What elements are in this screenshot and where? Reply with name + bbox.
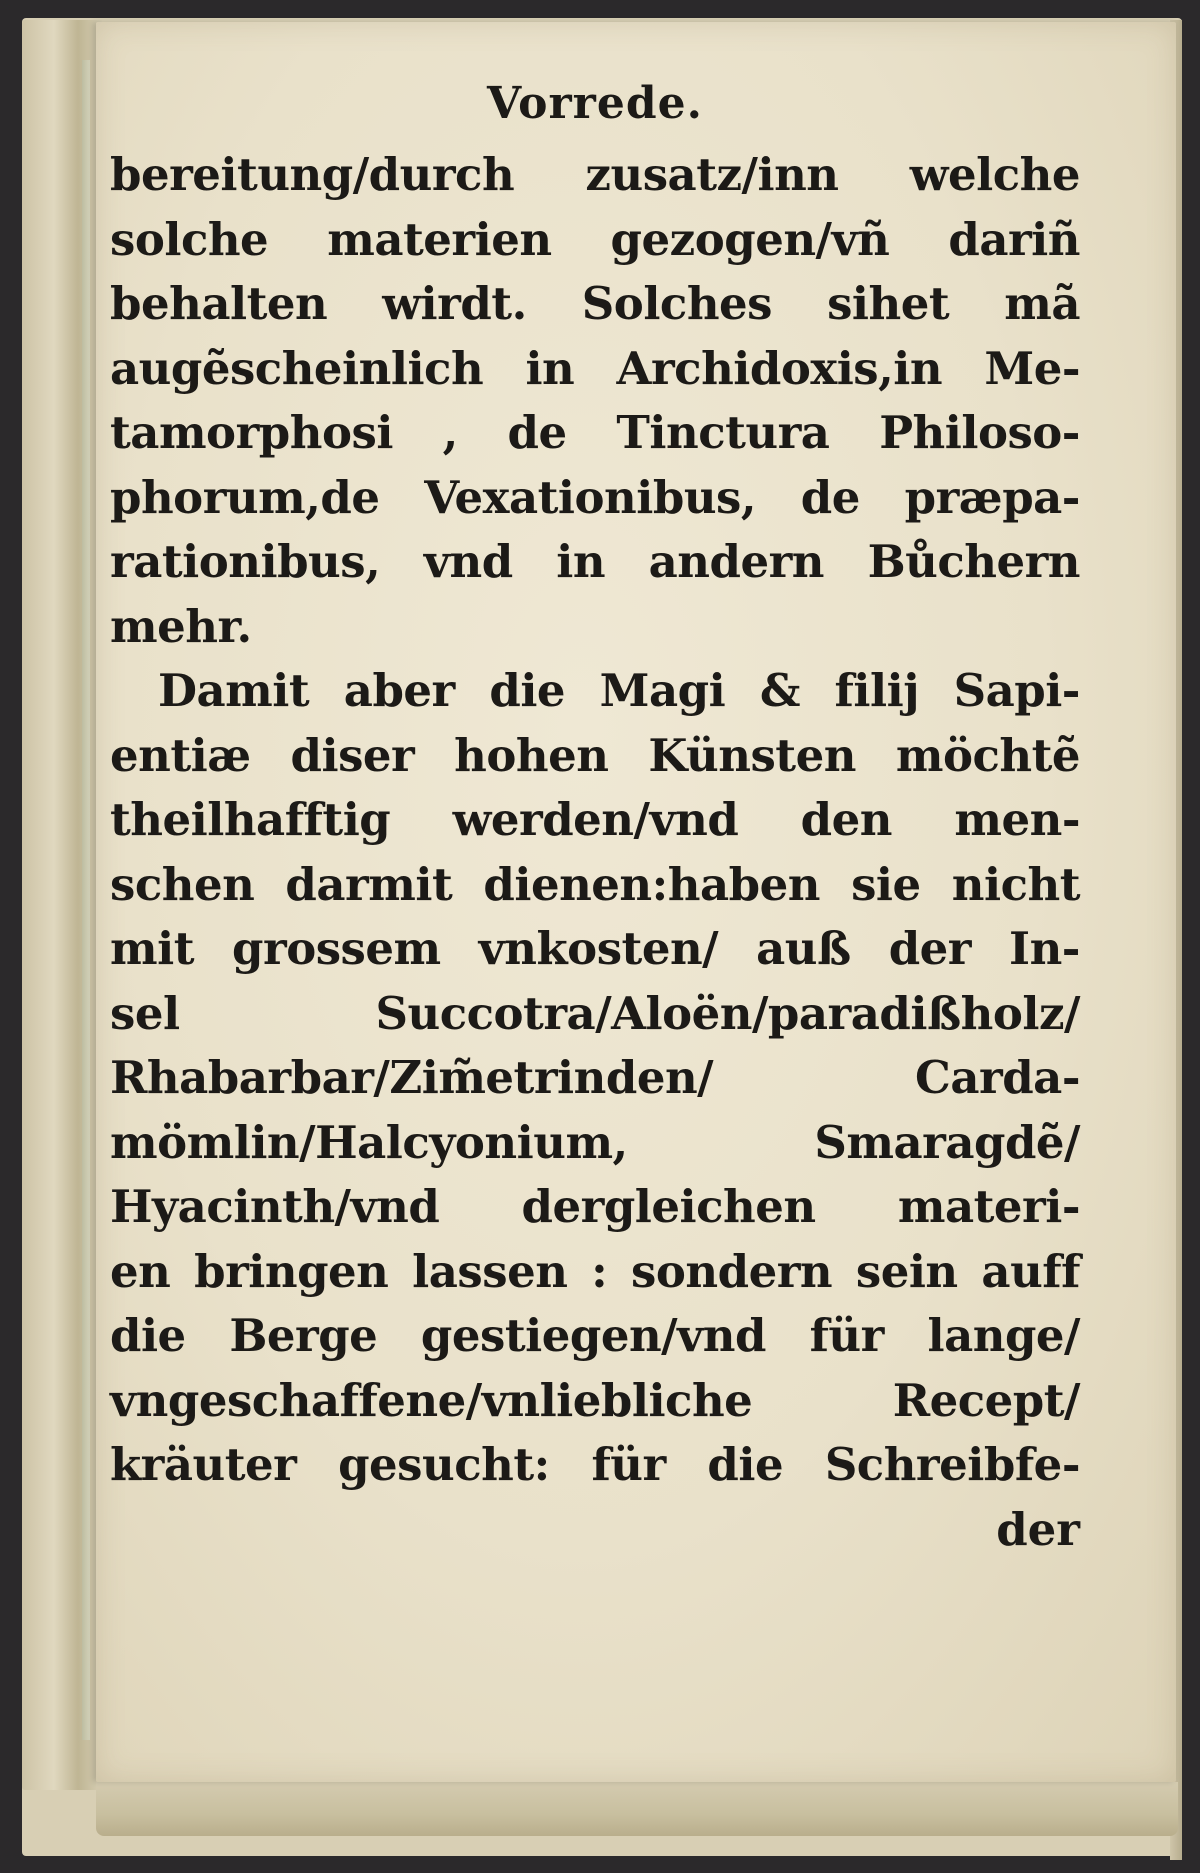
text-line-2: solche materien gezogen/vñ dariñ [110,212,1080,266]
text-line-7: rationibus, vnd in andern Bůchern [110,535,1080,588]
catchword: der [996,1502,1080,1556]
text-line-12: schen darmit dienen:haben sie nicht [110,857,1080,911]
text-line-18: en bringen lassen : sondern sein auff [110,1244,1080,1298]
text-line-6: phorum,de Vexationibus, de præpa- [110,470,1080,524]
text-line-21: kräuter gesucht: für die Schreibfe- [110,1438,1080,1491]
page-bottom-edge [96,1782,1178,1836]
text-line-14: sel Succotra/Aloën/paradißholz/ [110,986,1080,1040]
text-line-17: Hyacinth/vnd dergleichen materi- [110,1180,1080,1233]
text-line-9: Damit aber die Magi & filij Sapi- [158,664,1080,717]
text-line-11: theilhafftig werden/vnd den men- [110,793,1080,846]
text-line-1: bereitung/durch zusatz/inn welche [110,148,1080,201]
running-header: Vorrede. [487,78,703,129]
text-line-16: mömlin/Halcyonium, Smaragdẽ/ [110,1115,1080,1169]
text-line-5: tamorphosi , de Tinctura Philoso- [110,406,1080,459]
text-line-4: augẽscheinlich in Archidoxis,in Me- [110,341,1080,395]
text-line-15: Rhabarbar/Zim̃etrinden/ Carda- [110,1051,1080,1104]
text-line-20: vngeschaffene/vnliebliche Recept/ [110,1373,1080,1427]
text-line-3: behalten wirdt. Solches sihet mã [110,277,1080,330]
text-line-19: die Berge gestiegen/vnd für lange/ [110,1309,1080,1362]
text-line-10: entiæ diser hohen Künsten möchtẽ [110,728,1080,782]
text-line-13: mit grossem vnkosten/ auß der In- [110,922,1080,975]
page-text-block [110,78,1080,1562]
page-block-edge-left [22,20,102,1790]
text-line-8: mehr. [110,599,252,653]
